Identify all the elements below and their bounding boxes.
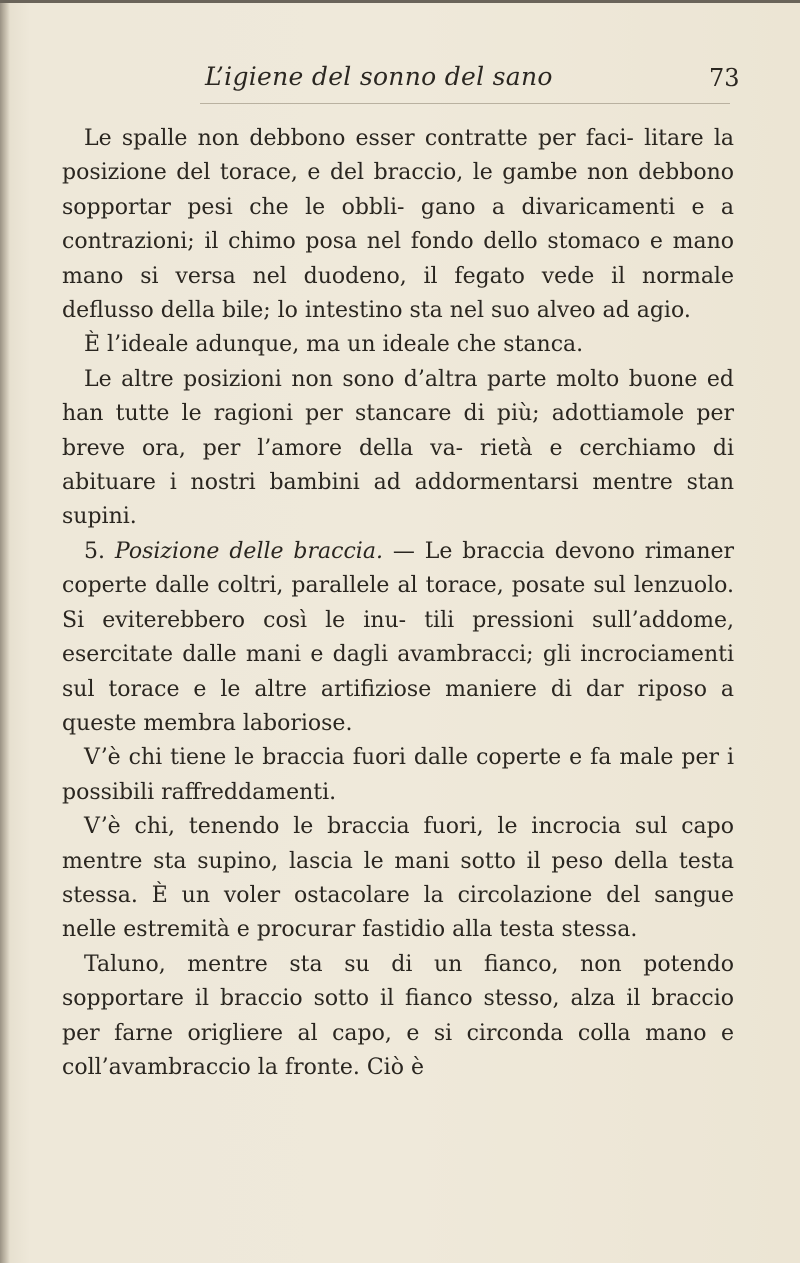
page-number: 73 [709,64,740,92]
paragraph: Taluno, mentre sta su di un fianco, non potendo sopportare il braccio sotto il fianco stesso, alza il braccio per farne origliere al capo, e si circonda colla mano e coll’avambraccio la fronte. Ciò è [62,951,734,1080]
paragraph: V’è chi, tenendo le braccia fuori, le incrocia sul capo mentre sta supino, lascia le mani sotto il peso della testa stessa. È un voler ostacolare la circolazione del sangue nelle estremità e procurar fastidio alla testa stessa. [62,814,734,943]
paragraph: Le spalle non debbono esser contratte per faci- litare la posizione del torace, e del braccio, le gambe non debbono sopportar pesi che le obbli- gano a divaricamenti e a contrazioni; il chimo posa nel fondo dello stomaco e mano mano si versa nel duodeno, il fegato vede il normale deflusso della bile; lo intestino sta nel suo alveo ad agio. [62,126,734,324]
section-text: Le braccia devono rimaner coperte dalle coltri, parallele al torace, posate sul lenzuolo. Si eviterebbero così le inu- tili pressioni sull’addome, esercitate dalle mani e dagli avambracci; gli incrociamenti sul torace e le altre artifiziose maniere di dar riposo a queste membra laboriose. [62,538,735,736]
section-title: Posizione delle braccia. [114,538,383,564]
section-paragraph [62,535,734,741]
paragraph: Le altre posizioni non sono d’altra parte molto buone ed han tutte le ragioni per stancare di più; adottiamole per breve ora, per l’amore della va- rietà e cerchiamo di abituare i nostri bambini ad addormentarsi mentre stan supini. [62,366,734,530]
header-rule [200,103,730,104]
paragraph: È l’ideale adunque, ma un ideale che stanca. [84,332,584,358]
section-number: 5. [84,538,105,564]
paragraph: V’è chi tiene le braccia fuori dalle coperte e fa male per i possibili raffreddamenti. [62,745,734,805]
section-dash: — [392,538,415,564]
top-edge-rule [0,0,800,3]
page-header [0,62,800,102]
body-text [62,122,734,1085]
running-title: L’igiene del sonno del sano [205,62,553,91]
spine-shadow [0,0,10,1263]
